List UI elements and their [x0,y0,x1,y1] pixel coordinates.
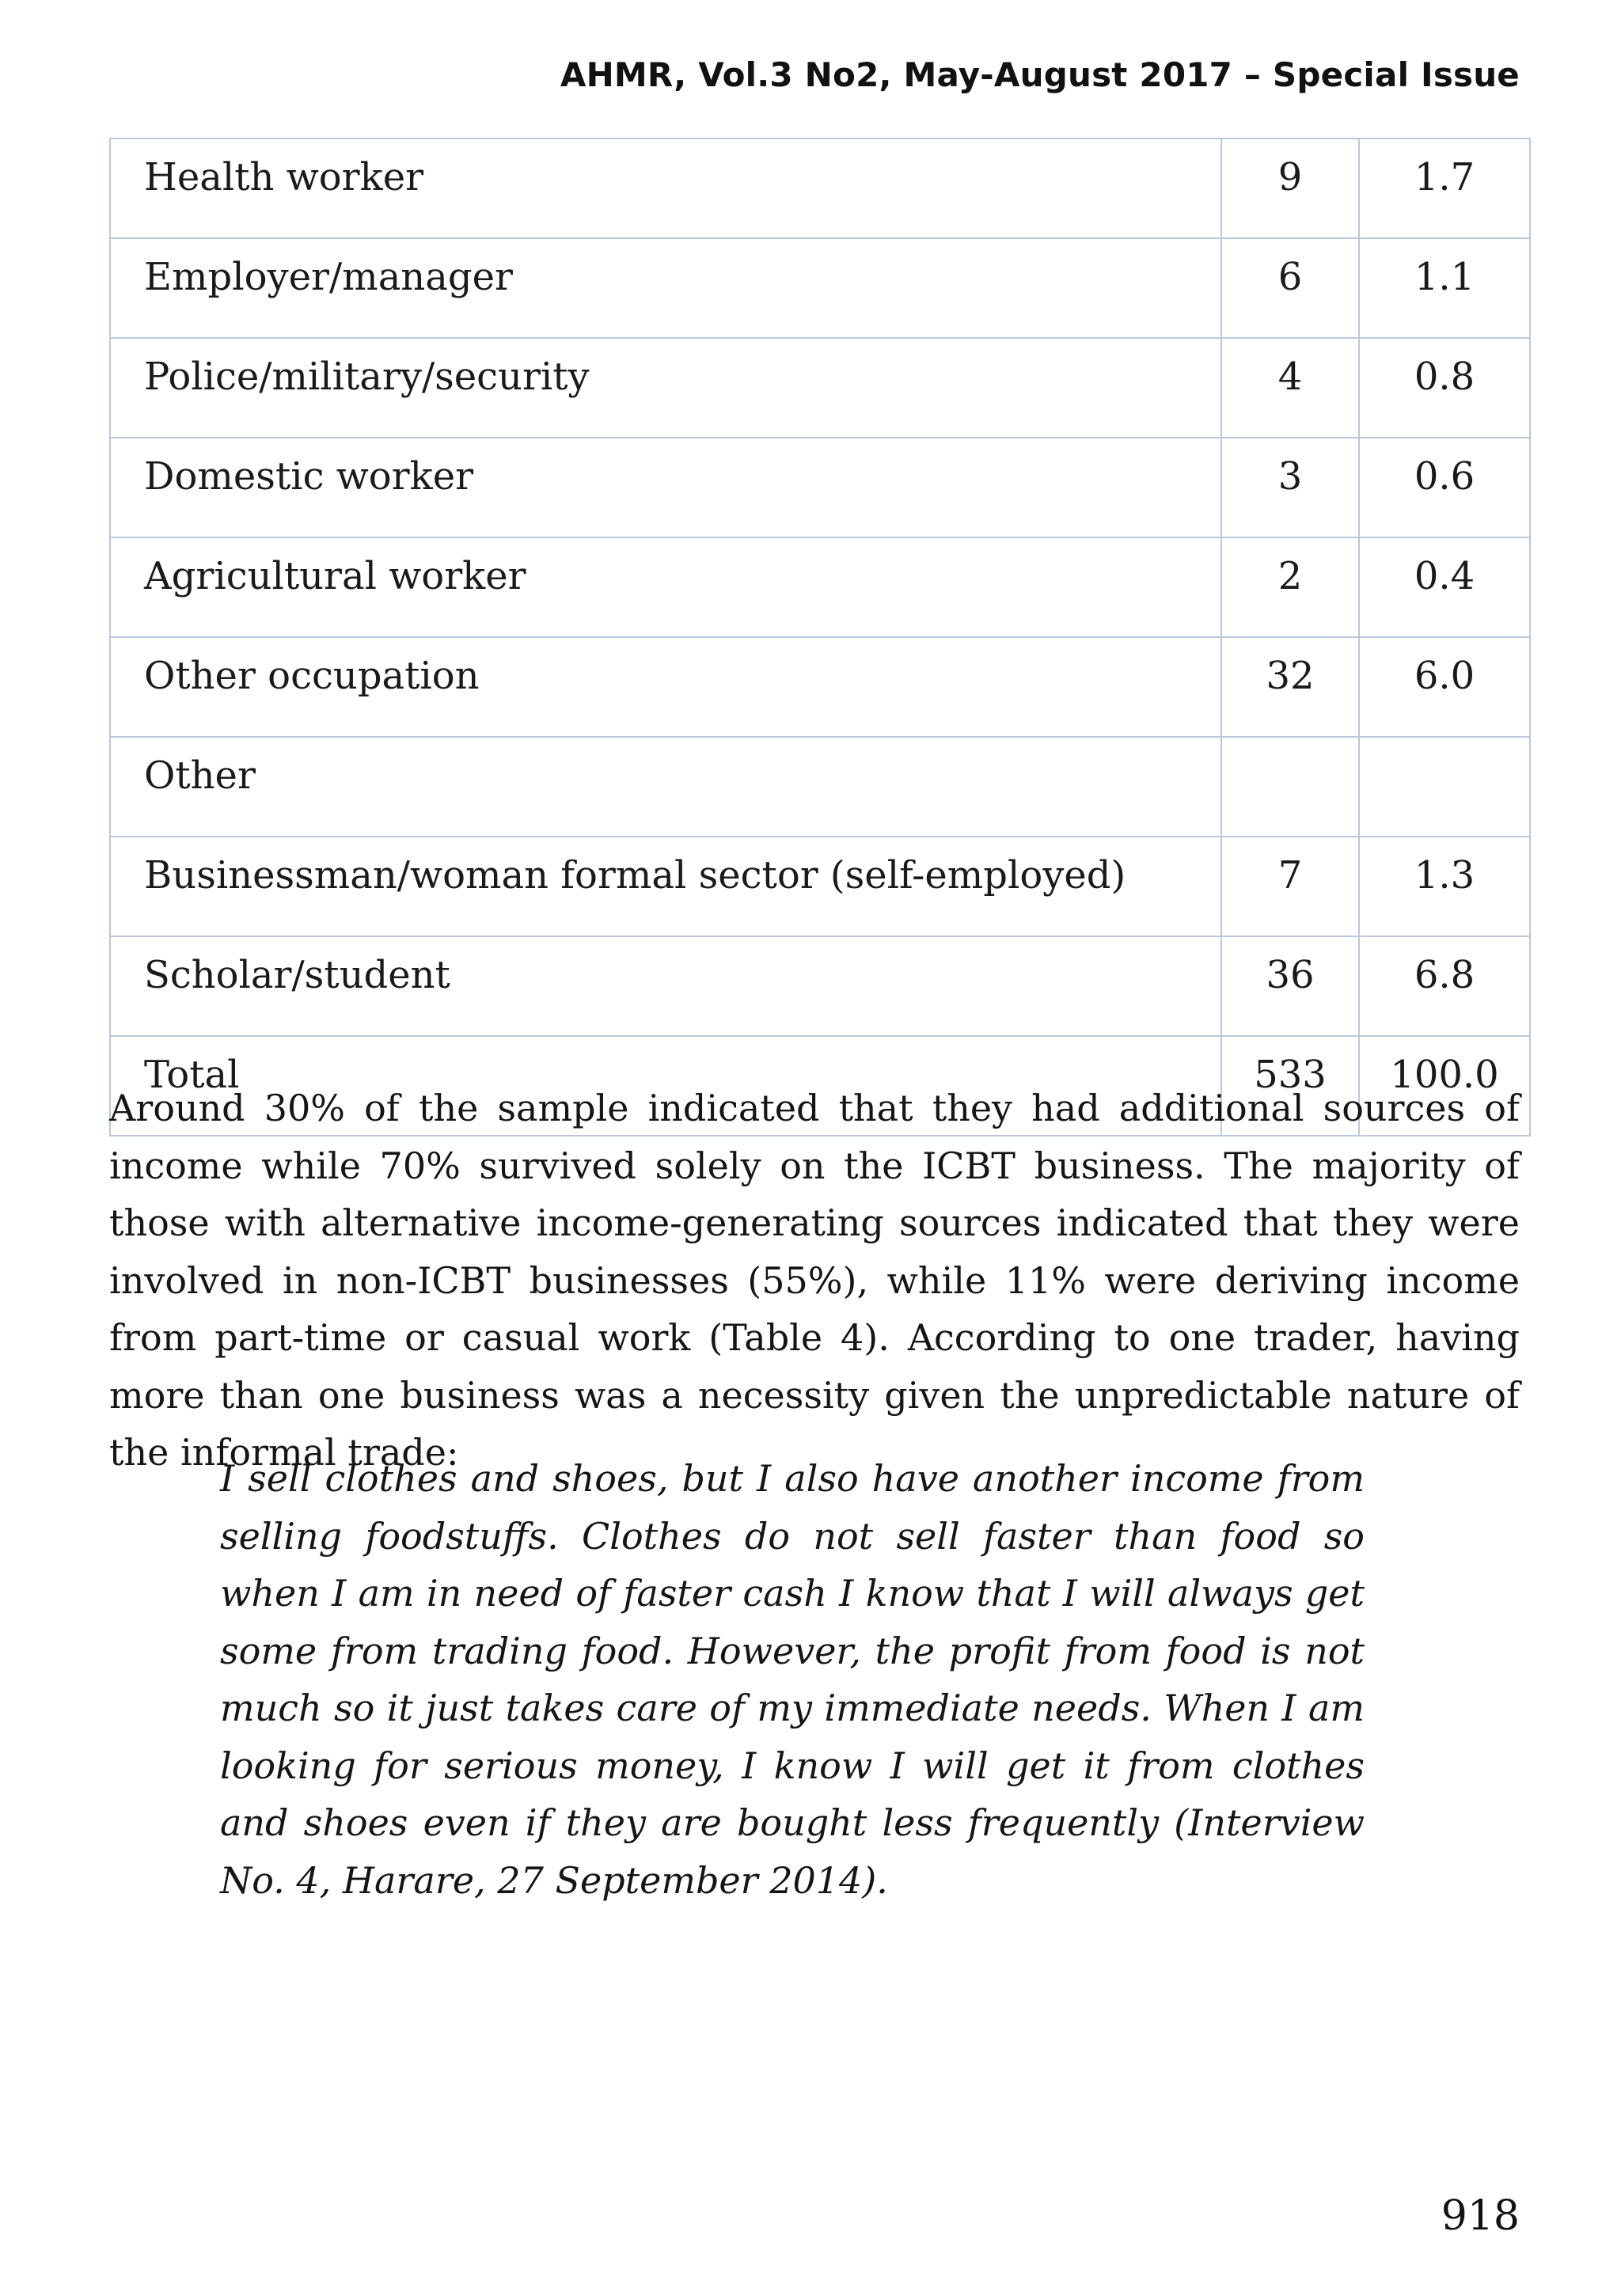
table-row [110,537,1530,637]
row-percent: 1.7 [1359,139,1530,238]
table-row [110,737,1530,837]
row-count [1221,737,1359,837]
row-label: Employer/manager [110,238,1221,338]
page-number: 918 [1441,2192,1520,2240]
row-percent: 6.8 [1359,936,1530,1036]
row-percent: 1.3 [1359,837,1530,936]
row-label: Other [110,737,1221,837]
table-row [110,238,1530,338]
row-percent: 0.6 [1359,438,1530,537]
row-count: 6 [1221,238,1359,338]
row-count: 9 [1221,139,1359,238]
row-label: Businessman/woman formal sector (self-employed) [110,837,1221,936]
row-percent: 0.8 [1359,338,1530,438]
row-count: 2 [1221,537,1359,637]
table-row [110,936,1530,1036]
table-row [110,637,1530,737]
body-paragraph: Around 30% of the sample indicated that they had additional sources of income while 70% survived solely on the ICBT business. The majority of those with alternative income-generating sources indicated that they were involved in non-ICBT businesses (55%), while 11% were deriving income from part-time or casual work (Table 4). According to one trader, having more than one business was a necessity given the unpredictable nature of the informal trade: [109,1087,1520,1474]
row-label: Other occupation [110,637,1221,737]
interview-quote: I sell clothes and shoes, but I also have another income from selling foodstuffs. Clothes do not sell faster than food so when I am in need of faster cash I know that I will always get some from trading food. However, the profit from food is not much so it just takes care of my immediate needs. When I am looking for serious money, I know I will get it from clothes and shoes even if they are bought less frequently (Interview No. 4, Harare, 27 September 2014). [220,1457,1365,1902]
occupation-table [109,138,1531,1137]
row-label: Health worker [110,139,1221,238]
table-row [110,338,1530,438]
row-count: 533 [1221,1036,1359,1136]
row-count: 36 [1221,936,1359,1036]
row-label: Police/military/security [110,338,1221,438]
row-percent: 1.1 [1359,238,1530,338]
row-percent: 0.4 [1359,537,1530,637]
row-percent: 100.0 [1359,1036,1530,1136]
row-count: 7 [1221,837,1359,936]
row-percent: 6.0 [1359,637,1530,737]
row-label: Domestic worker [110,438,1221,537]
row-label: Scholar/student [110,936,1221,1036]
table-row [110,139,1530,238]
row-label: Total [110,1036,1221,1136]
table-row [110,837,1530,936]
row-count: 4 [1221,338,1359,438]
table-row [110,438,1530,537]
row-label: Agricultural worker [110,537,1221,637]
row-count: 3 [1221,438,1359,537]
running-header: AHMR, Vol.3 No2, May-August 2017 – Special Issue [560,55,1520,94]
row-percent [1359,737,1530,837]
row-count: 32 [1221,637,1359,737]
